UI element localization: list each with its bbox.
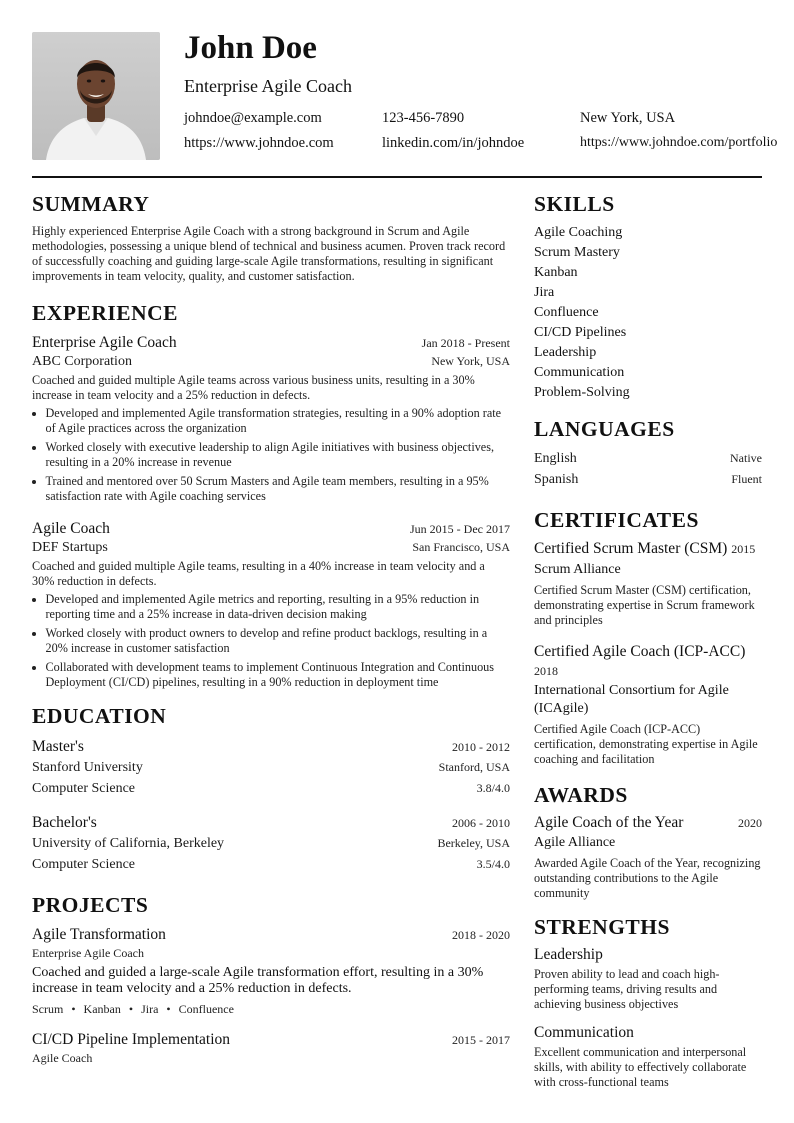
job-location: New York, USA: [431, 354, 510, 368]
skill-item: CI/CD Pipelines: [534, 325, 627, 340]
project-tag: Jira: [141, 1002, 159, 1016]
project-description: Coached and guided a large-scale Agile transformation effort, resulting in a 30% increase in team velocity and a 25% reduction in defects.: [32, 965, 484, 996]
strength-item: [534, 1024, 762, 1090]
projects-section: [32, 893, 510, 1066]
profile-photo: [32, 32, 160, 160]
certificate-item: [534, 539, 762, 628]
project-dates: 2018 - 2020: [452, 928, 510, 942]
certificate-description: Certified Scrum Master (CSM) certification, demonstrating expertise in Scrum framework and principles: [534, 583, 755, 627]
project-item: [32, 1031, 510, 1066]
job-description: Coached and guided multiple Agile teams across various business units, resulting in a 30% increase in team velocity and a 25% reduction in defects.: [32, 373, 475, 402]
project-tags: [32, 1002, 510, 1017]
education-degree: Bachelor's: [32, 814, 97, 831]
education-item: [32, 813, 510, 875]
experience-item: [32, 520, 510, 690]
experience-item: [32, 334, 510, 504]
strength-title: Leadership: [534, 946, 603, 963]
award-year: 2020: [738, 816, 762, 830]
skills-section: [534, 192, 762, 403]
education-dates: 2010 - 2012: [452, 740, 510, 754]
tag-separator: •: [71, 1002, 76, 1016]
strengths-section: [534, 915, 762, 1090]
tag-separator: •: [166, 1002, 171, 1016]
job-dates: Jun 2015 - Dec 2017: [410, 522, 510, 536]
skill-item: Jira: [534, 285, 555, 300]
language-level: Fluent: [731, 472, 762, 486]
certificate-year: 2018: [534, 664, 558, 678]
education-heading: EDUCATION: [32, 704, 167, 728]
education-item: [32, 737, 510, 799]
certificates-heading: CERTIFICATES: [534, 508, 699, 532]
contact-portfolio[interactable]: https://www.johndoe.com/portfolio: [580, 135, 778, 150]
experience-section: [32, 301, 510, 690]
project-role: Enterprise Agile Coach: [32, 946, 144, 960]
project-name: Agile Transformation: [32, 926, 166, 943]
certificates-section: [534, 508, 762, 767]
education-field: Computer Science: [32, 781, 136, 796]
education-location: Stanford, USA: [438, 760, 510, 774]
profile-photo-graphic: [32, 32, 160, 160]
job-location: San Francisco, USA: [412, 540, 510, 554]
project-tag: Confluence: [178, 1002, 234, 1016]
certificate-description: Certified Agile Coach (ICP-ACC) certification, demonstrating expertise in Agile coaching and facilitation: [534, 722, 758, 766]
strength-description: Proven ability to lead and coach high-performing teams, driving results and achieving business objectives: [534, 967, 720, 1011]
job-title: Enterprise Agile Coach: [32, 334, 177, 351]
strength-title: Communication: [534, 1024, 634, 1041]
skill-item: Agile Coaching: [534, 225, 623, 240]
job-bullet: • Trained and mentored over 50 Scrum Masters and Agile team members, resulting in a 95% satisfaction rate with Agile coaching services: [46, 474, 511, 504]
skill-item: Problem-Solving: [534, 385, 630, 400]
certificate-year: 2015: [731, 542, 756, 556]
job-company: DEF Startups: [32, 540, 108, 555]
contact-website[interactable]: https://www.johndoe.com: [184, 135, 334, 151]
education-section: [32, 704, 510, 875]
award-description: Awarded Agile Coach of the Year, recognizing outstanding contributions to the Agile community: [534, 856, 761, 900]
education-degree: Master's: [32, 738, 84, 755]
job-bullet: • Developed and implemented Agile metrics and reporting, resulting in a 95% reduction in reporting time and a 25% increase in data-driven decision making: [46, 592, 511, 622]
education-gpa: 3.5/4.0: [476, 857, 510, 871]
project-role: Agile Coach: [32, 1051, 93, 1065]
job-bullet: • Worked closely with product owners to develop and refine product backlogs, resulting in a 20% increase in customer satisfaction: [46, 626, 511, 656]
language-name: English: [534, 451, 577, 466]
candidate-name: John Doe: [184, 30, 317, 66]
job-bullet: • Collaborated with development teams to implement Continuous Integration and Continuous Deployment (CI/CD) pipelines, resulting in a 90% reduction in deployment time: [46, 660, 511, 690]
education-school: Stanford University: [32, 760, 143, 775]
certificate-issuer: Scrum Alliance: [534, 562, 621, 577]
education-school: University of California, Berkeley: [32, 836, 225, 851]
project-tag: Scrum: [32, 1002, 64, 1016]
candidate-title: Enterprise Agile Coach: [184, 76, 352, 96]
certificate-item: [534, 642, 762, 767]
header-divider: [32, 176, 762, 178]
skill-item: Communication: [534, 365, 625, 380]
job-bullet: • Worked closely with executive leadership to align Agile initiatives with business objectives, resulting in a 20% increase in revenue: [46, 440, 511, 470]
award-item: [534, 814, 762, 901]
education-dates: 2006 - 2010: [452, 816, 510, 830]
skill-item: Scrum Mastery: [534, 245, 620, 260]
right-column: [534, 192, 762, 1090]
summary-section: [32, 192, 510, 284]
job-bullets: [32, 592, 510, 690]
job-title: Agile Coach: [32, 520, 110, 537]
languages-section: [534, 417, 762, 490]
strengths-heading: STRENGTHS: [534, 915, 670, 939]
awards-heading: AWARDS: [534, 783, 628, 807]
contact-linkedin[interactable]: linkedin.com/in/johndoe: [382, 135, 525, 151]
certificate-title: Certified Agile Coach (ICP-ACC): [534, 643, 746, 660]
certificate-issuer: International Consortium for Agile (ICAgile): [534, 683, 729, 716]
skills-heading: SKILLS: [534, 192, 615, 216]
job-bullets: [32, 406, 510, 504]
project-name: CI/CD Pipeline Implementation: [32, 1031, 231, 1048]
education-field: Computer Science: [32, 857, 136, 872]
experience-heading: EXPERIENCE: [32, 301, 178, 325]
award-issuer: Agile Alliance: [534, 835, 616, 850]
project-dates: 2015 - 2017: [452, 1033, 510, 1047]
job-dates: Jan 2018 - Present: [421, 336, 510, 350]
project-tag: Kanban: [83, 1002, 121, 1016]
language-item: [534, 448, 762, 469]
education-gpa: 3.8/4.0: [476, 781, 510, 795]
language-name: Spanish: [534, 472, 579, 487]
skill-item: Kanban: [534, 265, 578, 280]
projects-heading: PROJECTS: [32, 893, 149, 917]
certificate-title: Certified Scrum Master (CSM): [534, 540, 728, 557]
tag-separator: •: [128, 1002, 134, 1016]
summary-heading: SUMMARY: [32, 192, 150, 216]
language-level: Native: [730, 451, 762, 465]
summary-text: Highly experienced Enterprise Agile Coach with a strong background in Scrum and Agile methodologies, possessing a unique blend of technical and business acumen. Proven track record of successfully coaching and guiding large-scale Agile transformations, resulting in significant improvements in team velocity, quality, and customer satisfaction.: [32, 224, 506, 283]
award-title: Agile Coach of the Year: [534, 814, 684, 831]
project-item: [32, 926, 510, 1017]
strength-description: Excellent communication and interpersonal skills, with ability to effectively collaborate with cross-functional teams: [534, 1045, 747, 1089]
job-bullet: • Developed and implemented Agile transformation strategies, resulting in a 90% adoption rate of Agile practices across the organization: [46, 406, 511, 436]
skills-list: [534, 223, 762, 403]
languages-heading: LANGUAGES: [534, 417, 675, 441]
job-company: ABC Corporation: [32, 354, 132, 369]
left-column: [32, 192, 510, 1066]
contact-phone[interactable]: 123-456-7890: [382, 110, 465, 126]
education-location: Berkeley, USA: [437, 836, 510, 850]
skill-item: Confluence: [534, 305, 599, 320]
language-item: [534, 469, 762, 490]
contact-location: New York, USA: [580, 110, 676, 126]
strength-item: [534, 946, 762, 1012]
job-description: Coached and guided multiple Agile teams, resulting in a 40% increase in team velocity and a 30% reduction in defects.: [32, 559, 485, 588]
skill-item: Leadership: [534, 345, 597, 360]
contact-email[interactable]: johndoe@example.com: [184, 110, 322, 126]
awards-section: [534, 783, 762, 901]
